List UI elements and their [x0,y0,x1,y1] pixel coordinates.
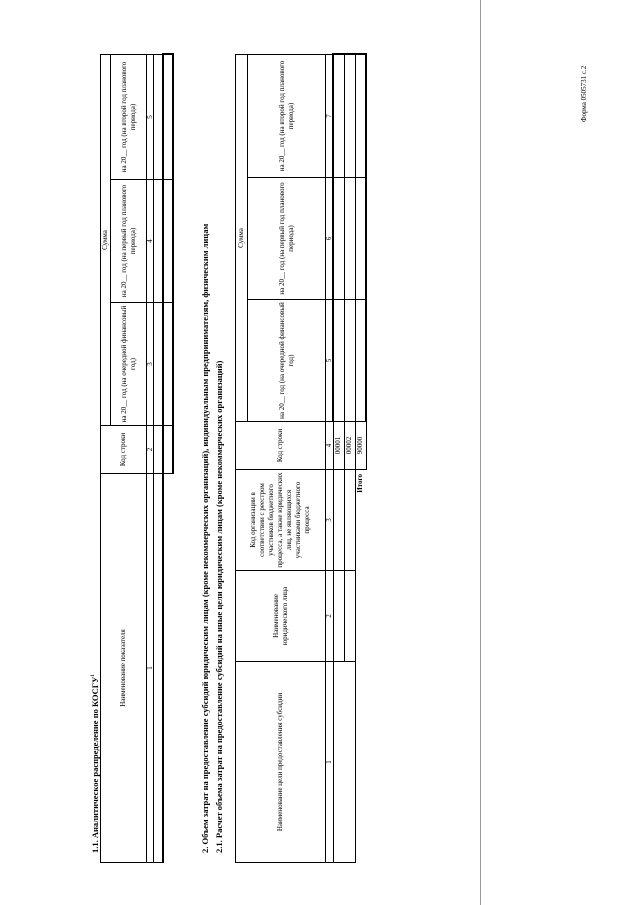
total-cell[interactable] [355,300,366,422]
line-code: 00001 [333,422,344,470]
header-indicator-name: Наименование показателя [101,474,147,863]
header-sum: Сумма [101,54,111,425]
cell[interactable] [154,426,163,474]
total-label: Итого [356,474,365,493]
section-1-1-title-text: 1.1. Аналитическое распределение по КОСГУ [90,676,100,853]
section-1-1-title [90,674,100,853]
section-2-title: 2. Объем затрат на предоставление субсидий юридическим лицам (кроме некоммерческих организаций), индивидуальным предпринимателям, физическим лицам [200,223,210,853]
cell[interactable] [344,571,355,662]
col-number: 3 [147,303,154,426]
cell[interactable] [333,470,344,571]
header-line-code: Код строки [101,426,147,474]
header-subsidy-purpose: Наименование цели предоставления субсидии [236,662,326,863]
header-year-plan-2: на 20__ год (на второй год планового периода) [248,54,326,177]
cell[interactable] [154,54,163,179]
total-cell[interactable] [355,178,366,300]
header-org-code: Код организации в соответствии с реестром участников бюджетного процесса, а также юридических лиц, не являющихся участниками бюджетного процесса [236,470,326,571]
total-cell[interactable] [355,54,366,177]
col-number: 5 [326,300,334,422]
section-2-1-title: 2.1. Расчет объема затрат на предоставление субсидий на иные цели юридическим лицам (кроме некоммерческих организаций) [214,360,224,853]
col-number: 2 [326,571,334,662]
cell[interactable] [344,178,355,300]
cell [163,474,173,863]
cell[interactable] [344,470,355,571]
cell[interactable] [163,54,173,179]
header-year-plan-2: на 20__ год (на второй год планового периода) [111,54,147,179]
cell[interactable] [154,303,163,426]
col-number: 5 [147,54,154,179]
table-row [163,54,173,862]
header-year-current: на 20__ год (на очередной финансовый год) [111,303,147,426]
table-row [333,54,344,862]
line-code: 00002 [344,422,355,470]
header-line-code: Код строки [236,422,326,470]
cell[interactable] [333,54,344,177]
table-row [355,54,366,862]
cell[interactable] [344,300,355,422]
cell[interactable] [163,426,173,474]
col-number: 2 [147,426,154,474]
total-line-code: 90000 [355,422,366,470]
header-year-plan-1: на 20__ год (на первый год планового периода) [248,178,326,300]
cell[interactable] [333,178,344,300]
cell[interactable] [154,180,163,303]
cell[interactable] [333,662,355,863]
table-row [154,54,163,862]
cell[interactable] [163,180,173,303]
spacer [355,662,366,863]
subsidy-table [235,53,367,863]
spacer [355,571,366,662]
col-number: 3 [326,470,334,571]
col-number: 4 [147,180,154,303]
header-sum: Сумма [236,54,248,421]
col-number: 1 [147,474,154,863]
header-legal-entity: Наименование юридического лица [236,571,326,662]
cell[interactable] [163,303,173,426]
cell[interactable] [344,54,355,177]
cell[interactable] [154,474,163,863]
header-year-current: на 20__ год (на очередной финансовый год) [248,300,326,422]
col-number: 4 [326,422,334,470]
col-number: 7 [326,54,334,177]
cell[interactable] [333,300,344,422]
cell[interactable] [333,571,344,662]
col-number: 6 [326,178,334,300]
header-year-plan-1: на 20__ год (на первый год планового периода) [111,180,147,303]
col-number: 1 [326,662,334,863]
kosgu-table [100,53,174,863]
form-reference: Форма 0505731 с.2 [580,65,588,122]
footnote-mark: 1 [91,674,97,677]
